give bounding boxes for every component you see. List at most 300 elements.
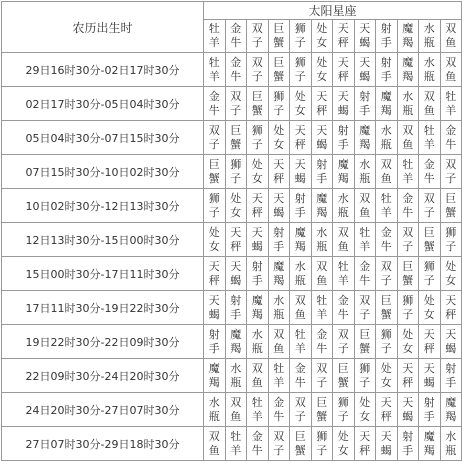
- sign-cell: [376, 325, 398, 359]
- sign-char: 水: [380, 123, 392, 137]
- sign-char: 双: [251, 55, 263, 69]
- sign-cell: [311, 53, 333, 87]
- sign-cell: [247, 359, 269, 393]
- lunar-time-range: 17日11时30分-19日22时30分: [2, 291, 204, 325]
- sign-char: 手: [294, 205, 306, 219]
- sign-char: 女: [230, 205, 242, 219]
- sign-char: 牛: [273, 409, 285, 423]
- sign-char: 手: [208, 341, 220, 355]
- sign-char: 巨: [316, 395, 328, 409]
- sign-char: 水: [423, 22, 435, 35]
- sign-cell: [440, 359, 462, 393]
- sign-char: 手: [380, 69, 392, 83]
- sign-char: 羊: [208, 36, 220, 49]
- sign-cell: [268, 189, 290, 223]
- sign-cell: [354, 155, 376, 189]
- sign-cell: [397, 393, 419, 427]
- sun-sign-header-cell: [419, 20, 441, 53]
- sign-char: 蝎: [337, 103, 349, 117]
- sign-char: 狮: [294, 22, 306, 35]
- sign-cell: [419, 427, 441, 461]
- sign-char: 蝎: [251, 239, 263, 253]
- table-row: [2, 53, 462, 87]
- sign-char: 鱼: [445, 69, 457, 83]
- sign-cell: [333, 155, 355, 189]
- sign-char: 秤: [273, 171, 285, 185]
- sign-char: 牛: [337, 307, 349, 321]
- table-row: [2, 155, 462, 189]
- sign-cell: [397, 359, 419, 393]
- sign-char: 羊: [316, 307, 328, 321]
- sign-char: 蝎: [359, 69, 371, 83]
- sign-char: 狮: [380, 327, 392, 341]
- sign-char: 子: [273, 103, 285, 117]
- sign-char: 牡: [230, 429, 242, 443]
- sign-cell: [290, 155, 312, 189]
- sign-char: 魔: [423, 429, 435, 443]
- sign-char: 鱼: [316, 273, 328, 287]
- sign-char: 蟹: [230, 137, 242, 151]
- sign-char: 射: [230, 293, 242, 307]
- sign-char: 双: [273, 429, 285, 443]
- sign-char: 子: [402, 307, 414, 321]
- sign-char: 射: [380, 22, 392, 35]
- sign-char: 子: [423, 205, 435, 219]
- sign-char: 天: [402, 395, 414, 409]
- sign-char: 秤: [445, 307, 457, 321]
- sign-char: 蝎: [316, 137, 328, 151]
- sign-char: 秤: [337, 36, 349, 49]
- sign-char: 水: [273, 293, 285, 307]
- sign-char: 魔: [230, 327, 242, 341]
- sun-sign-header-cell: [376, 20, 398, 53]
- sign-char: 射: [208, 327, 220, 341]
- sign-cell: [354, 325, 376, 359]
- sign-char: 双: [251, 22, 263, 35]
- sign-char: 巨: [251, 89, 263, 103]
- sign-char: 狮: [230, 157, 242, 171]
- sign-char: 子: [251, 137, 263, 151]
- lunar-time-range: 24日20时30分-27日07时30分: [2, 393, 204, 427]
- sign-char: 羯: [380, 103, 392, 117]
- lunar-time-range: 19日22时30分-22日09时30分: [2, 325, 204, 359]
- sign-char: 女: [337, 443, 349, 457]
- sign-char: 牡: [251, 395, 263, 409]
- sign-char: 羊: [337, 273, 349, 287]
- sign-char: 天: [380, 395, 392, 409]
- sign-cell: [397, 189, 419, 223]
- sign-char: 手: [316, 171, 328, 185]
- sign-char: 瓶: [337, 205, 349, 219]
- sign-char: 巨: [402, 259, 414, 273]
- sign-cell: [204, 325, 226, 359]
- sign-cell: [440, 257, 462, 291]
- sign-char: 女: [208, 239, 220, 253]
- sign-char: 巨: [273, 22, 285, 35]
- lunar-time-range: 12日13时30分-15日00时30分: [2, 223, 204, 257]
- sign-char: 羯: [445, 409, 457, 423]
- sign-cell: [419, 257, 441, 291]
- sign-cell: [440, 87, 462, 121]
- sign-char: 双: [337, 225, 349, 239]
- sign-char: 子: [316, 375, 328, 389]
- sign-char: 女: [423, 307, 435, 321]
- sign-char: 秤: [380, 409, 392, 423]
- sign-char: 金: [316, 327, 328, 341]
- sign-cell: [225, 53, 247, 87]
- sign-cell: [440, 393, 462, 427]
- sign-char: 魔: [251, 293, 263, 307]
- sun-sign-header-cell: [225, 20, 247, 53]
- sign-char: 天: [273, 191, 285, 205]
- sign-cell: [225, 393, 247, 427]
- sign-char: 金: [230, 55, 242, 69]
- sign-char: 金: [208, 89, 220, 103]
- sign-cell: [397, 53, 419, 87]
- sign-cell: [268, 325, 290, 359]
- sign-cell: [397, 155, 419, 189]
- sign-char: 秤: [316, 103, 328, 117]
- sign-char: 羯: [402, 36, 414, 49]
- sign-char: 双: [380, 157, 392, 171]
- sign-char: 牛: [208, 103, 220, 117]
- sun-sign-header-cell: [311, 20, 333, 53]
- sign-char: 魔: [402, 22, 414, 35]
- sun-sign-header-cell: [333, 20, 355, 53]
- sign-cell: [376, 189, 398, 223]
- sign-cell: [397, 87, 419, 121]
- sign-char: 子: [402, 239, 414, 253]
- sign-char: 双: [359, 191, 371, 205]
- sign-char: 子: [337, 341, 349, 355]
- sign-char: 狮: [273, 89, 285, 103]
- sign-cell: [419, 189, 441, 223]
- sign-char: 蟹: [359, 341, 371, 355]
- sign-cell: [225, 189, 247, 223]
- sign-char: 羊: [380, 205, 392, 219]
- sign-char: 羯: [316, 205, 328, 219]
- sign-cell: [225, 223, 247, 257]
- sign-cell: [333, 359, 355, 393]
- sign-char: 羯: [337, 171, 349, 185]
- sign-cell: [290, 257, 312, 291]
- sign-cell: [204, 121, 226, 155]
- sign-cell: [290, 53, 312, 87]
- sign-char: 女: [380, 375, 392, 389]
- sign-char: 鱼: [402, 137, 414, 151]
- table-row: [2, 189, 462, 223]
- sign-cell: [247, 155, 269, 189]
- sign-cell: [290, 427, 312, 461]
- sign-char: 手: [423, 409, 435, 423]
- sign-cell: [333, 427, 355, 461]
- sign-char: 子: [251, 69, 263, 83]
- sign-char: 天: [337, 89, 349, 103]
- sign-cell: [376, 291, 398, 325]
- sign-cell: [247, 257, 269, 291]
- sign-char: 双: [445, 55, 457, 69]
- sign-char: 水: [359, 157, 371, 171]
- sign-cell: [290, 189, 312, 223]
- sign-cell: [354, 393, 376, 427]
- sign-char: 羯: [273, 273, 285, 287]
- sign-char: 魔: [273, 259, 285, 273]
- sign-cell: [419, 155, 441, 189]
- sign-cell: [204, 189, 226, 223]
- sign-char: 巨: [445, 191, 457, 205]
- sign-cell: [397, 257, 419, 291]
- sign-char: 蝎: [230, 273, 242, 287]
- sign-cell: [225, 359, 247, 393]
- sign-char: 射: [380, 55, 392, 69]
- sign-char: 双: [423, 89, 435, 103]
- sign-char: 天: [230, 225, 242, 239]
- sign-char: 女: [445, 273, 457, 287]
- sign-char: 天: [251, 191, 263, 205]
- table-row: [2, 223, 462, 257]
- sign-char: 狮: [337, 395, 349, 409]
- sign-char: 天: [445, 327, 457, 341]
- sun-sign-header-cell: [247, 20, 269, 53]
- sign-cell: [333, 189, 355, 223]
- sign-char: 双: [359, 293, 371, 307]
- sign-cell: [268, 291, 290, 325]
- sign-char: 蟹: [208, 171, 220, 185]
- sign-char: 子: [294, 409, 306, 423]
- sign-char: 子: [316, 443, 328, 457]
- sign-char: 牡: [423, 123, 435, 137]
- sign-char: 巨: [337, 361, 349, 375]
- sign-char: 蝎: [273, 205, 285, 219]
- sign-char: 牛: [445, 137, 457, 151]
- sign-char: 牡: [294, 327, 306, 341]
- sign-char: 处: [208, 225, 220, 239]
- sign-char: 天: [208, 259, 220, 273]
- sign-char: 女: [402, 341, 414, 355]
- sign-char: 金: [402, 191, 414, 205]
- sign-char: 牛: [402, 205, 414, 219]
- sign-char: 蟹: [251, 103, 263, 117]
- sign-char: 手: [402, 443, 414, 457]
- sign-char: 蝎: [423, 375, 435, 389]
- sign-char: 双: [316, 259, 328, 273]
- sign-char: 女: [251, 171, 263, 185]
- sign-char: 子: [294, 69, 306, 83]
- sign-char: 天: [316, 123, 328, 137]
- sign-cell: [397, 325, 419, 359]
- sign-char: 羯: [230, 341, 242, 355]
- sign-char: 天: [294, 123, 306, 137]
- sign-cell: [354, 87, 376, 121]
- sign-cell: [333, 121, 355, 155]
- sign-cell: [376, 223, 398, 257]
- sign-cell: [247, 291, 269, 325]
- sign-cell: [268, 427, 290, 461]
- sign-char: 双: [230, 395, 242, 409]
- sign-char: 狮: [316, 429, 328, 443]
- sign-cell: [247, 223, 269, 257]
- sign-cell: [311, 189, 333, 223]
- sign-cell: [397, 121, 419, 155]
- sign-char: 子: [251, 36, 263, 49]
- sign-char: 天: [208, 293, 220, 307]
- lunar-time-range: 27日07时30分-29日18时30分: [2, 427, 204, 461]
- sign-char: 瓶: [402, 103, 414, 117]
- sign-cell: [397, 427, 419, 461]
- sign-cell: [440, 325, 462, 359]
- sign-char: 金: [423, 157, 435, 171]
- sign-cell: [333, 257, 355, 291]
- table-row: [2, 121, 462, 155]
- sign-char: 牛: [359, 273, 371, 287]
- sign-char: 子: [423, 273, 435, 287]
- sign-char: 蝎: [294, 171, 306, 185]
- sign-char: 天: [359, 55, 371, 69]
- sign-cell: [419, 87, 441, 121]
- sign-char: 子: [380, 341, 392, 355]
- sign-char: 金: [359, 259, 371, 273]
- sign-char: 瓶: [208, 409, 220, 423]
- sign-char: 金: [445, 123, 457, 137]
- sign-char: 子: [294, 36, 306, 49]
- sign-cell: [268, 223, 290, 257]
- sign-char: 羯: [359, 137, 371, 151]
- sign-cell: [397, 291, 419, 325]
- sign-cell: [440, 121, 462, 155]
- sign-char: 牡: [316, 293, 328, 307]
- lunar-time-range: 05日04时30分-07日15时30分: [2, 121, 204, 155]
- sign-cell: [419, 393, 441, 427]
- sign-cell: [333, 87, 355, 121]
- sign-char: 天: [423, 361, 435, 375]
- sign-char: 羯: [251, 307, 263, 321]
- sign-char: 鱼: [445, 36, 457, 49]
- lunar-time-range: 22日09时30分-24日20时30分: [2, 359, 204, 393]
- sign-char: 处: [316, 55, 328, 69]
- sign-char: 金: [273, 395, 285, 409]
- sign-cell: [204, 393, 226, 427]
- sign-char: 射: [294, 191, 306, 205]
- sign-char: 天: [380, 429, 392, 443]
- lunar-time-range: 02日17时30分-05日04时30分: [2, 87, 204, 121]
- sign-char: 羯: [294, 239, 306, 253]
- sun-sign-header-cell: [290, 20, 312, 53]
- sign-char: 蟹: [402, 273, 414, 287]
- sign-cell: [225, 325, 247, 359]
- sign-cell: [311, 393, 333, 427]
- sign-char: 双: [380, 259, 392, 273]
- sign-char: 水: [445, 429, 457, 443]
- sign-char: 羊: [445, 103, 457, 117]
- sign-cell: [419, 53, 441, 87]
- sign-char: 羊: [251, 409, 263, 423]
- sign-char: 狮: [402, 293, 414, 307]
- sign-cell: [440, 291, 462, 325]
- table-row: [2, 291, 462, 325]
- lunar-time-range: 29日16时30分-02日17时30分: [2, 53, 204, 87]
- sign-char: 牛: [316, 341, 328, 355]
- sign-cell: [333, 53, 355, 87]
- sign-char: 牡: [273, 361, 285, 375]
- sign-char: 鱼: [380, 171, 392, 185]
- sign-char: 天: [423, 327, 435, 341]
- sign-char: 牡: [402, 157, 414, 171]
- sign-char: 羊: [294, 341, 306, 355]
- sign-char: 双: [273, 327, 285, 341]
- sign-char: 双: [445, 157, 457, 171]
- sign-cell: [290, 359, 312, 393]
- sign-cell: [354, 53, 376, 87]
- sign-char: 天: [273, 157, 285, 171]
- sign-char: 狮: [445, 225, 457, 239]
- sign-char: 天: [251, 225, 263, 239]
- sign-cell: [419, 223, 441, 257]
- sign-char: 射: [402, 429, 414, 443]
- sign-char: 羊: [230, 443, 242, 457]
- sign-cell: [268, 121, 290, 155]
- sign-char: 秤: [294, 137, 306, 151]
- sign-char: 天: [230, 259, 242, 273]
- sign-cell: [268, 155, 290, 189]
- sign-cell: [376, 427, 398, 461]
- table-row: [2, 257, 462, 291]
- sign-char: 蝎: [380, 443, 392, 457]
- sign-char: 巨: [230, 123, 242, 137]
- table-row: [2, 427, 462, 461]
- sign-char: 金: [380, 225, 392, 239]
- sign-cell: [311, 325, 333, 359]
- sign-cell: [204, 257, 226, 291]
- sign-char: 瓶: [359, 171, 371, 185]
- sign-char: 双: [402, 123, 414, 137]
- sign-cell: [290, 393, 312, 427]
- sign-char: 羊: [423, 137, 435, 151]
- sign-char: 金: [251, 429, 263, 443]
- sign-cell: [354, 223, 376, 257]
- sign-char: 子: [208, 205, 220, 219]
- sign-char: 双: [208, 123, 220, 137]
- sign-char: 处: [294, 89, 306, 103]
- sign-cell: [247, 393, 269, 427]
- sign-char: 瓶: [380, 137, 392, 151]
- sign-cell: [311, 359, 333, 393]
- sign-char: 巨: [294, 429, 306, 443]
- sun-sign-header-cell: [397, 20, 419, 53]
- sign-char: 手: [380, 36, 392, 49]
- sign-char: 处: [402, 327, 414, 341]
- sign-char: 水: [208, 395, 220, 409]
- sign-cell: [311, 427, 333, 461]
- sign-char: 双: [337, 327, 349, 341]
- sign-char: 水: [402, 89, 414, 103]
- sign-char: 水: [423, 55, 435, 69]
- sign-char: 瓶: [316, 239, 328, 253]
- sign-cell: [333, 223, 355, 257]
- sign-char: 处: [445, 259, 457, 273]
- sign-char: 子: [230, 171, 242, 185]
- sign-char: 牛: [230, 69, 242, 83]
- sign-cell: [376, 155, 398, 189]
- sign-cell: [440, 155, 462, 189]
- sign-cell: [354, 121, 376, 155]
- sign-cell: [268, 53, 290, 87]
- sign-cell: [204, 359, 226, 393]
- sign-char: 子: [359, 375, 371, 389]
- sign-char: 巨: [208, 157, 220, 171]
- sign-char: 水: [230, 361, 242, 375]
- sign-char: 瓶: [294, 273, 306, 287]
- sign-char: 秤: [402, 375, 414, 389]
